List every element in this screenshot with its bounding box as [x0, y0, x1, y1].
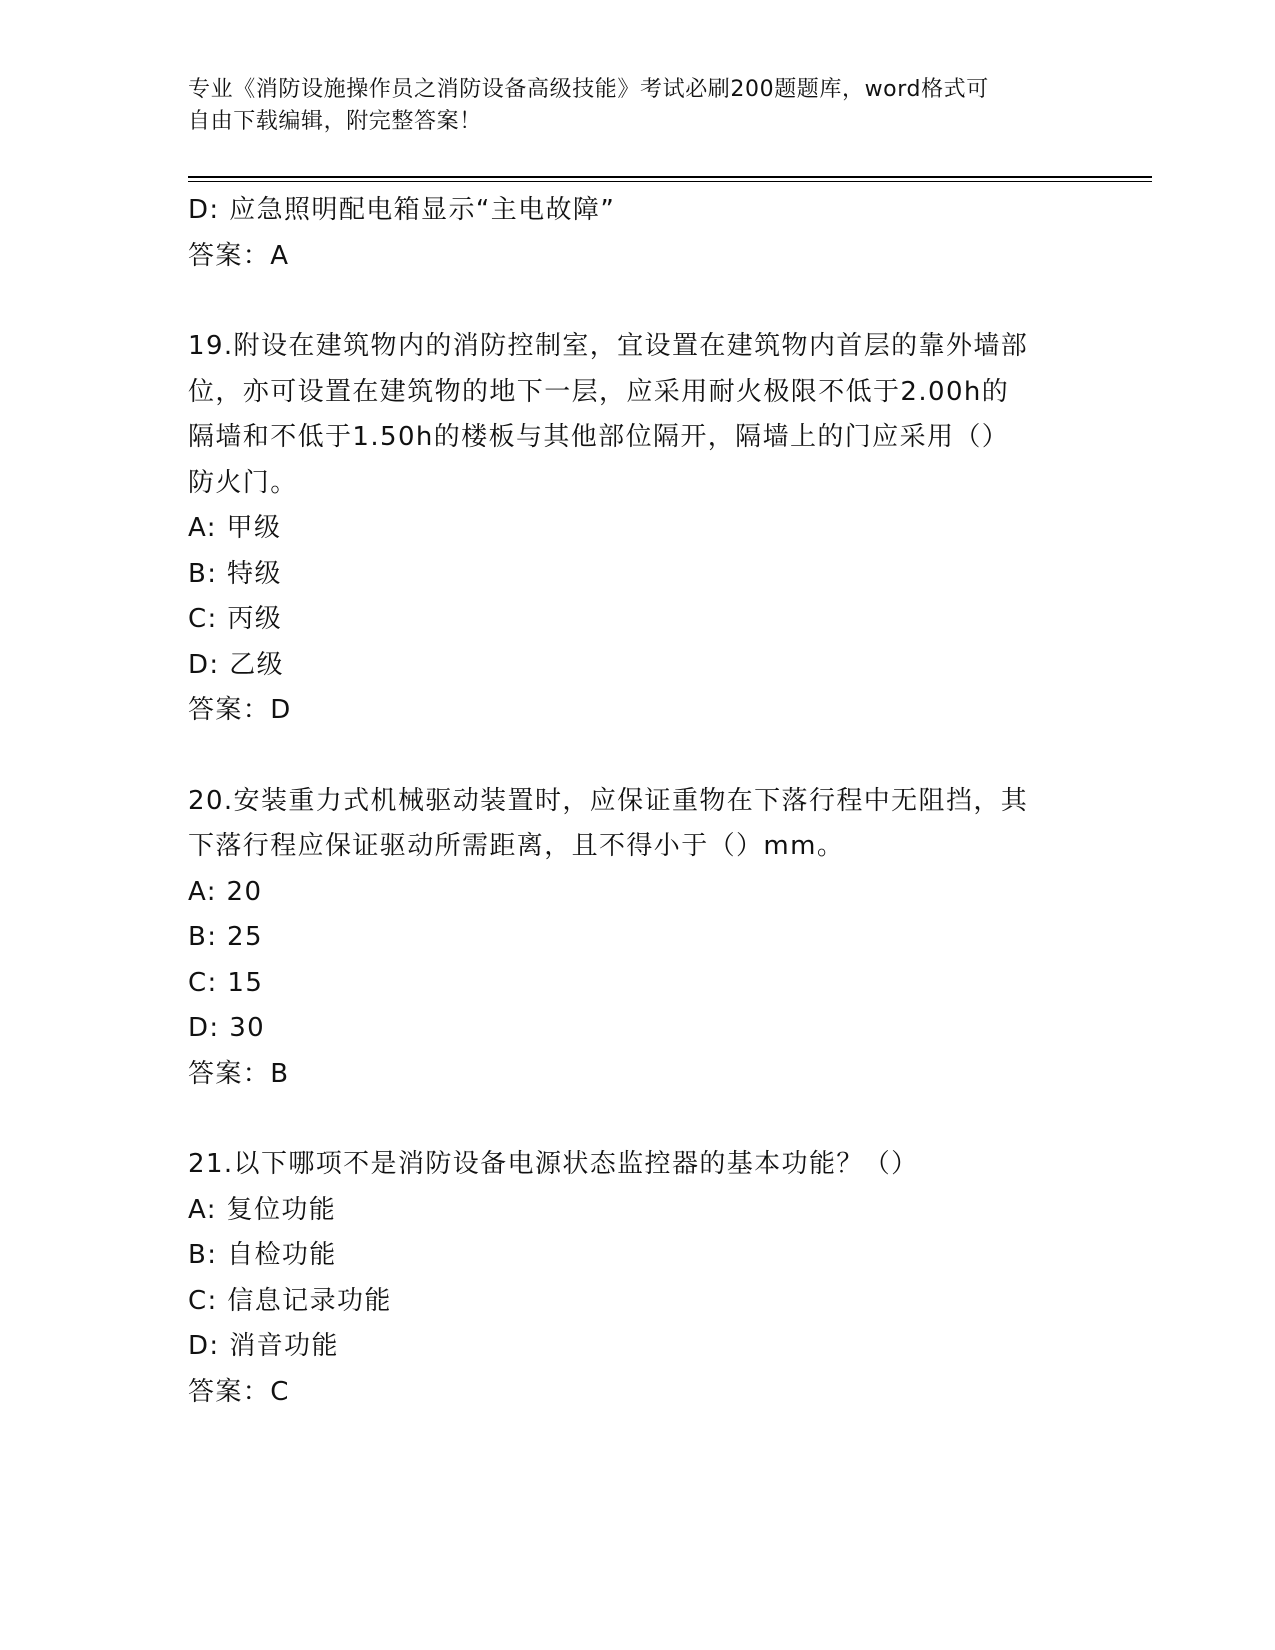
option-d: D: 乙级 — [188, 649, 285, 680]
option-d: D: 30 — [188, 1013, 266, 1043]
option-d: D: 消音功能 — [188, 1331, 339, 1361]
prev-question-option-d: D: 应急照明配电箱显示“主电故障” — [188, 195, 616, 225]
option-a: A: 甲级 — [188, 513, 282, 543]
option-c: C: 丙级 — [188, 604, 283, 634]
option-b: B: 特级 — [188, 558, 282, 589]
header-rule-thin — [188, 181, 1152, 182]
prev-question-answer: 答案：A — [188, 240, 290, 271]
option-b: B: 25 — [188, 922, 263, 952]
question-20 — [188, 779, 1088, 1098]
spacer — [188, 279, 1088, 324]
question-text-line: 防火门。 — [188, 467, 298, 498]
answer: 答案：C — [188, 1376, 290, 1407]
question-21 — [188, 1142, 1088, 1415]
option-a: A: 20 — [188, 876, 263, 907]
document-body — [188, 188, 1088, 1415]
option-c: C: 信息记录功能 — [188, 1285, 392, 1316]
option-a: A: 复位功能 — [188, 1194, 337, 1225]
question-text-line: 位，亦可设置在建筑物的地下一层，应采用耐火极限不低于2.00h的 — [188, 376, 1010, 407]
header-title-line-2: 自由下载编辑，附完整答案！ — [188, 109, 482, 134]
document-header — [188, 74, 1068, 138]
question-text-line: 19.附设在建筑物内的消防控制室，宜设置在建筑物内首层的靠外墙部 — [188, 331, 1029, 361]
question-text-line: 下落行程应保证驱动所需距离，且不得小于（）mm。 — [188, 831, 845, 861]
header-rule-thick — [188, 176, 1152, 178]
answer: 答案：D — [188, 695, 292, 725]
answer: 答案：B — [188, 1058, 290, 1089]
spacer — [188, 1097, 1088, 1142]
question-text-line: 21.以下哪项不是消防设备电源状态监控器的基本功能？（） — [188, 1149, 919, 1179]
header-title-line-1: 专业《消防设施操作员之消防设备高级技能》考试必刷200题题库，word格式可 — [188, 77, 989, 102]
option-b: B: 自检功能 — [188, 1240, 337, 1270]
question-19 — [188, 324, 1088, 734]
question-text-line: 隔墙和不低于1.50h的楼板与其他部位隔开，隔墙上的门应采用（） — [188, 422, 1010, 452]
spacer — [188, 734, 1088, 779]
option-c: C: 15 — [188, 967, 264, 998]
question-text-line: 20.安装重力式机械驱动装置时，应保证重物在下落行程中无阻挡，其 — [188, 785, 1029, 816]
